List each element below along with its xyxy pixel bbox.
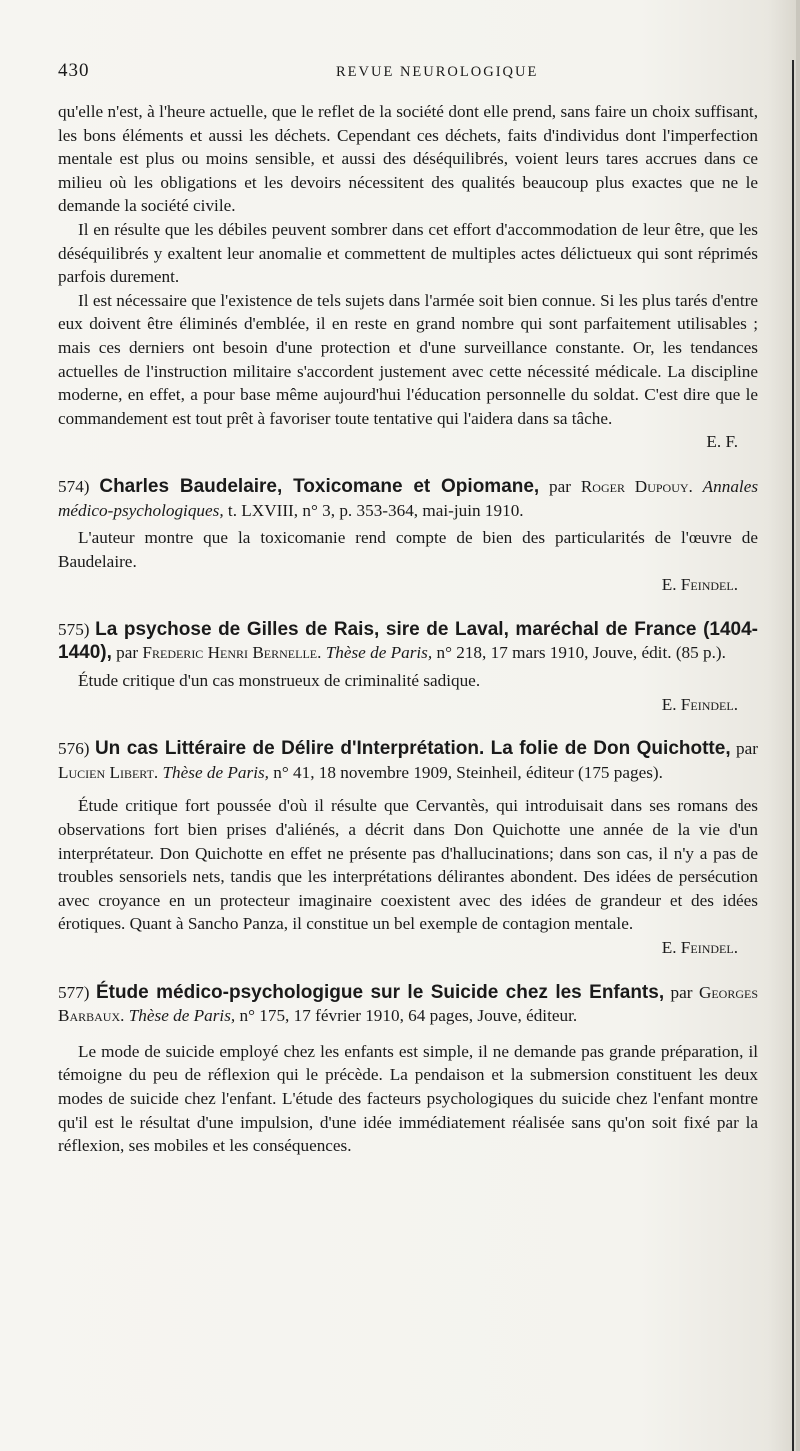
entry-title: Étude médico-psychologigue sur le Suicide chez les Enfants, xyxy=(95,981,665,1003)
entry-575 xyxy=(58,618,758,716)
entry-title: Charles Baudelaire, Toxicomane et Opiomane, xyxy=(99,475,540,497)
entry-heading xyxy=(58,737,758,784)
entry-number: 575) xyxy=(58,619,90,639)
entry-source-details: n° 175, 17 février 1910, 64 pages, Jouve, éditeur. xyxy=(239,1006,578,1026)
entry-heading xyxy=(58,475,758,522)
entry-source: Thèse de Paris, xyxy=(162,762,269,782)
intro-signature: E. F. xyxy=(706,432,738,452)
entry-source: Thèse de Paris, xyxy=(325,643,433,663)
entry-title: La psychose de Gilles de Rais, sire de Laval, maréchal de France (1404-1440), xyxy=(58,618,758,664)
entry-body: L'auteur montre que la toxicomanie rend compte de bien des particularités de l'œuvre de Baudelaire. xyxy=(58,528,758,571)
author-prefix: par xyxy=(670,982,693,1002)
entry-574 xyxy=(58,475,758,597)
entry-source-details: t. LXVIII, n° 3, p. 353-364, mai-juin 1910. xyxy=(227,500,524,520)
entry-source: Annales médico-psychologiques, xyxy=(58,476,759,520)
page-number: 430 xyxy=(58,60,90,81)
running-head: REVUE NEUROLOGIQUE xyxy=(336,64,539,80)
entry-signature: E. Feindel. xyxy=(661,575,738,595)
entry-signature: E. Feindel. xyxy=(661,694,738,714)
intro-paragraph-2: Il en résulte que les débiles peuvent sombrer dans cet effort d'accommodation de leur être, que les déséquilibrés y exaltent leur anomalie et commettent de multiples actes délictueux qui sont réprimés parfois durement. xyxy=(58,219,758,287)
intro-paragraph-1: qu'elle n'est, à l'heure actuelle, que le reflet de la société dont elle prend, sans faire un choix suffisant, les bons éléments et aussi les déchets. Cependant ces déchets, faits d'individus dont l'imperfection mentale est plus ou moins sensible, et aussi des déséquilibrés, voient leurs tares accrues dans ce milieu où les obligations et les devoirs nécessitent des qualités beaucoup plus exactes que ne le demande la société civile. xyxy=(58,102,758,216)
entry-number: 576) xyxy=(58,739,90,759)
entry-577 xyxy=(58,981,758,1158)
entry-body: Étude critique fort poussée d'où il résulte que Cervantès, qui introduisait dans ses romans des observations fort bien prises d'aliénés, a décrit dans Don Quichotte une année de la vie d'un interprétateur. Don Quichotte en effet ne présente pas d'hallucinations; dans son cas, il n'y a pas de troubles sensoriels nets, tandis que les interprétations délirantes abondent. Des idées de persécution avec croyance en un protecteur imaginaire coexistent avec des idées de grandeur et des idées érotiques. Quant à Sancho Panza, il constitue un bel exemple de contagion mentale. xyxy=(58,796,758,934)
entry-author: Lucien Libert. xyxy=(58,762,159,782)
entry-author: Frederic Henri Bernelle. xyxy=(142,643,322,663)
entry-body: Étude critique d'un cas monstrueux de criminalité sadique. xyxy=(78,671,481,691)
entry-signature: E. Feindel. xyxy=(661,938,738,957)
entry-author: Roger Dupouy. xyxy=(580,476,693,496)
page-edge-shadow xyxy=(796,0,800,1451)
entry-heading xyxy=(58,981,758,1028)
entry-heading xyxy=(58,618,758,665)
entry-576 xyxy=(58,737,758,959)
entry-author: Georges Barbaux. xyxy=(58,982,759,1026)
author-prefix: par xyxy=(549,476,571,496)
entry-body: Le mode de suicide employé chez les enfants est simple, il ne demande pas grande préparation, il témoigne du peu de réflexion qui le précède. La pendaison et la submersion constituent les deux modes de suicide chez l'enfant. L'étude des facteurs psychologiques du suicide chez l'enfant montre qu'il est le résultat d'une impulsion, d'une idée immédiatement réalisée sans qu'on soit fixé par la réflexion, ses mobiles et les conséquences. xyxy=(58,1041,758,1156)
page-header xyxy=(58,60,758,90)
page-edge-line xyxy=(792,60,794,1451)
entry-source-details: n° 41, 18 novembre 1909, Steinheil, éditeur (175 pages). xyxy=(273,762,663,782)
intro-paragraph-3: Il est nécessaire que l'existence de tels sujets dans l'armée soit bien connue. Si les plus tarés d'entre eux doivent être éliminés d'emblée, il en reste en grand nombre qui sont parfaitement utilisables ; mais ces derniers ont besoin d'une protection et d'une surveillance constante. Or, les tendances actuelles de l'instruction militaire s'accordent justement avec cette nécessité médicale. La discipline moderne, en effet, a pour base même aujourd'hui l'éducation personnelle du soldat. C'est dire que le commandement est tout prêt à favoriser toute tentative qui l'aidera dans sa tâche. xyxy=(58,290,758,428)
entry-number: 574) xyxy=(58,476,90,496)
entry-title: Un cas Littéraire de Délire d'Interprétation. La folie de Don Quichotte, xyxy=(94,738,731,760)
entry-source-details: n° 218, 17 mars 1910, Jouve, édit. (85 p.). xyxy=(436,643,726,663)
page-content xyxy=(58,100,758,1158)
entry-source: Thèse de Paris, xyxy=(128,1006,236,1026)
author-prefix: par xyxy=(116,643,139,663)
author-prefix: par xyxy=(736,739,758,759)
entry-number: 577) xyxy=(58,982,90,1002)
